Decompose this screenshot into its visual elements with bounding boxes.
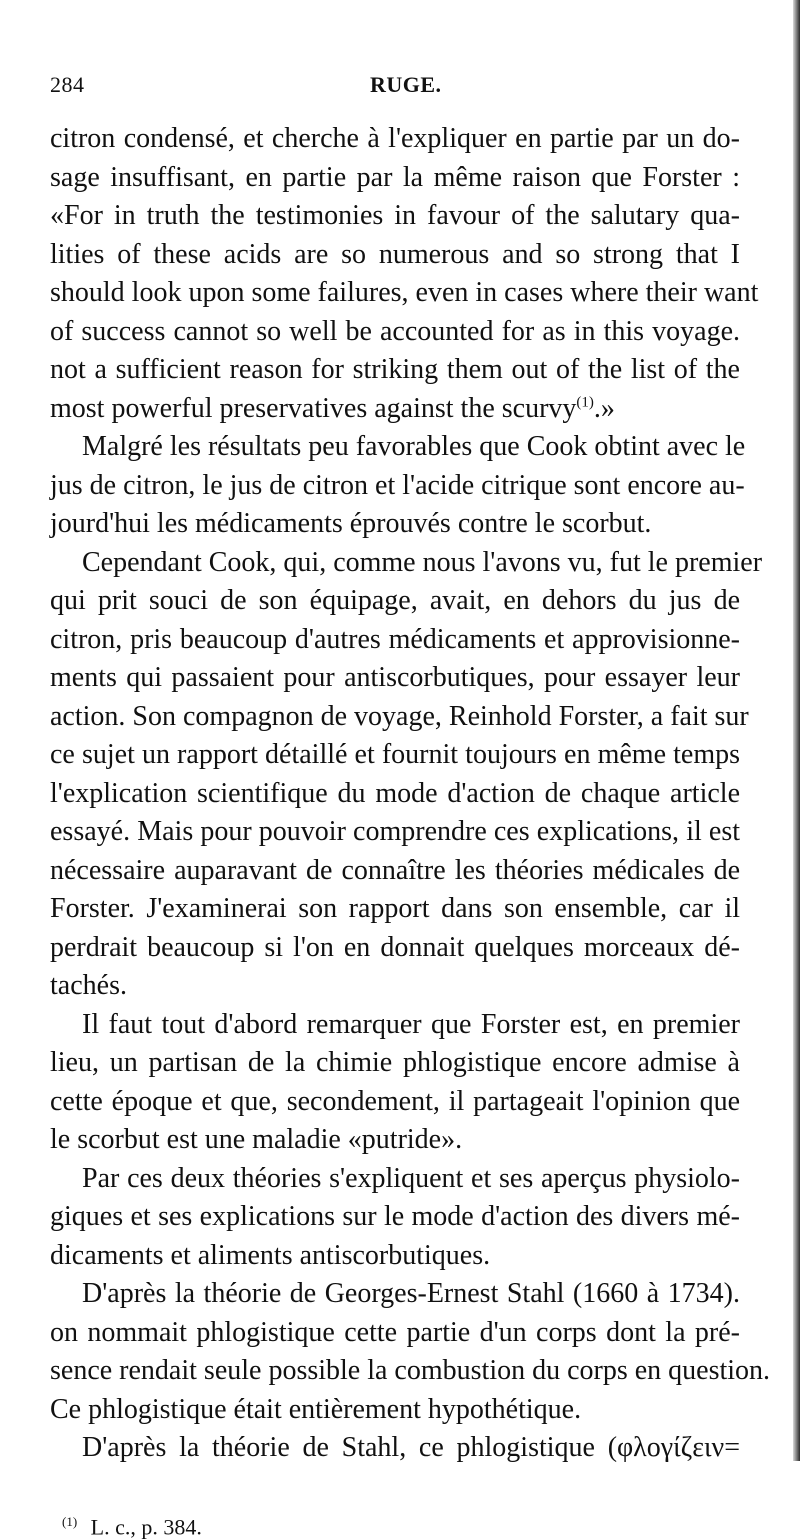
- text-line: [50, 274, 759, 313]
- text-line: [50, 313, 740, 352]
- text-line: [50, 1314, 740, 1353]
- text-line-content: Ce phlogistique était entièrement hypothétique.: [50, 1393, 582, 1425]
- text-line: [50, 1198, 740, 1237]
- text-line: [50, 1083, 740, 1122]
- text-line-content: should look upon some failures, even in cases where their want: [50, 277, 759, 308]
- text-line-content: Cependant Cook, qui, comme nous l'avons vu, fut le premier: [82, 546, 763, 578]
- text-line: [50, 775, 740, 814]
- book-page: [50, 72, 771, 1540]
- text-line-content: «For in truth the testimonies in favour of the salutary qua-: [50, 200, 740, 231]
- footnote-text: L. c., p. 384.: [90, 1513, 202, 1539]
- page-number: 284: [50, 72, 85, 97]
- text-line: [50, 1352, 771, 1391]
- text-line: [50, 1391, 740, 1430]
- page-edge-shadow: [793, 0, 800, 1461]
- text-line: [50, 390, 740, 429]
- text-line-content: action. Son compagnon de voyage, Reinhold Forster, a fait sur: [50, 700, 749, 732]
- text-line-content: nécessaire auparavant de connaître les théories médicales de: [50, 854, 740, 886]
- text-line: [50, 813, 740, 852]
- text-line-content: citron condensé, et cherche à l'expliquer en partie par un do-: [50, 123, 740, 154]
- text-line-content: on nommait phlogistique cette partie d'un corps dont la pré-: [50, 1316, 740, 1348]
- text-line-content: giques et ses explications sur le mode d'action des divers mé-: [50, 1201, 740, 1232]
- text-line-content: jourd'hui les médicaments éprouvés contre le scorbut.: [50, 508, 652, 539]
- text-line: [50, 197, 740, 236]
- text-line: [50, 505, 740, 544]
- text-line-content: D'après la théorie de Georges-Ernest Stahl (1660 à 1734).: [82, 1278, 740, 1309]
- text-line-content: cette époque et que, secondement, il partageait l'opinion que: [50, 1085, 740, 1117]
- text-line-content: Malgré les résultats peu favorables que Cook obtint avec le: [82, 431, 746, 462]
- text-line: [50, 967, 740, 1006]
- text-line: [50, 582, 740, 621]
- text-line-content: Forster. J'examinerai son rapport dans son ensemble, car il: [50, 893, 740, 924]
- text-line-content: of success cannot so well be accounted for as in this voyage.: [50, 315, 740, 347]
- text-line: [50, 1044, 740, 1083]
- text-line-content: ce sujet un rapport détaillé et fournit toujours en même temps: [50, 739, 740, 770]
- page-header: [50, 72, 740, 108]
- text-line: [50, 120, 740, 159]
- text-line: [50, 852, 740, 891]
- text-line-content: Il faut tout d'abord remarquer que Forster est, en premier: [82, 1008, 740, 1040]
- text-line-content: Par ces deux théories s'expliquent et ses aperçus physiolo-: [82, 1162, 740, 1194]
- text-line-content: qui prit souci de son équipage, avait, en dehors du jus de: [50, 585, 740, 616]
- text-line: [50, 698, 749, 737]
- text-line: [50, 351, 740, 390]
- text-line: [50, 736, 740, 775]
- text-line-content: not a sufficient reason for striking them out of the list of the: [50, 354, 740, 385]
- text-line: [50, 621, 740, 660]
- text-line-content: ments qui passaient pour antiscorbutiques, pour essayer leur: [50, 662, 740, 693]
- text-line-content: tachés.: [50, 970, 127, 1001]
- text-line-content: essayé. Mais pour pouvoir comprendre ces explications, il est: [50, 816, 740, 847]
- text-line: [50, 467, 745, 506]
- text-line: [50, 659, 740, 698]
- text-line: [50, 929, 740, 968]
- text-line: [50, 428, 746, 467]
- text-line: [50, 544, 763, 583]
- text-line: [50, 1237, 740, 1276]
- text-line-content: most powerful preservatives against the scurvy: [50, 392, 577, 424]
- body-text: [50, 120, 771, 1468]
- text-line: [50, 1006, 740, 1045]
- text-line-content: sence rendait seule possible la combustion du corps en question.: [50, 1355, 771, 1386]
- text-line-content: D'après la théorie de Stahl, ce phlogistique (φλογίζειν=: [82, 1432, 740, 1463]
- text-line: [50, 890, 740, 929]
- text-line-content: le scorbut est une maladie «putride».: [50, 1124, 463, 1155]
- text-line-tail: .»: [593, 392, 615, 424]
- text-line: [50, 236, 740, 275]
- footnote-reference: (1): [576, 394, 594, 411]
- text-line-content: dicaments et aliments antiscorbutiques.: [50, 1239, 491, 1271]
- text-line: [50, 159, 740, 198]
- running-head: RUGE.: [370, 72, 442, 97]
- text-line-content: citron, pris beaucoup d'autres médicaments et approvisionne-: [50, 623, 740, 655]
- footnote-marker: (1): [62, 1513, 78, 1529]
- text-line-content: jus de citron, le jus de citron et l'acide citrique sont encore au-: [50, 469, 745, 501]
- text-line-content: lities of these acids are so numerous and so strong that I: [50, 238, 740, 270]
- text-line: [50, 1121, 740, 1160]
- footnote: [50, 1514, 740, 1540]
- text-line-content: perdrait beaucoup si l'on en donnait quelques morceaux dé-: [50, 931, 740, 963]
- text-line: [50, 1429, 740, 1468]
- text-line: [50, 1160, 740, 1199]
- text-line-content: sage insuffisant, en partie par la même raison que Forster :: [50, 161, 740, 193]
- text-line: [50, 1275, 740, 1314]
- text-line-content: l'explication scientifique du mode d'action de chaque article: [50, 777, 740, 809]
- text-line-content: lieu, un partisan de la chimie phlogistique encore admise à: [50, 1047, 740, 1078]
